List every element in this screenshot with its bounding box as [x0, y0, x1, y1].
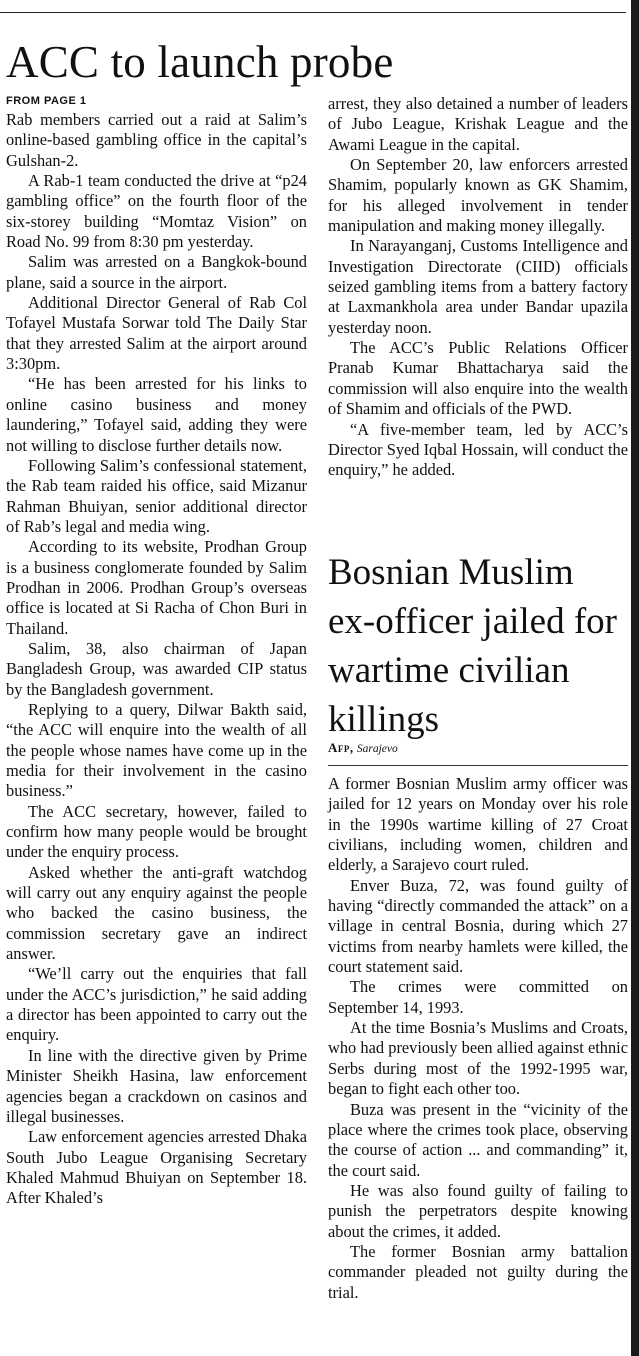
- paragraph: “He has been arrested for his links to online casino business and money laundering,” Tofayel said, adding they were not willing to disclose further details now.: [6, 374, 307, 455]
- paragraph: Law enforcement agencies arrested Dhaka South Jubo League Organising Secretary Khaled Mahmud Bhuiyan on September 18. After Khaled’s: [6, 1127, 307, 1208]
- paragraph: At the time Bosnia’s Muslims and Croats, who had previously been allied against ethnic Serbs during most of the 1992-1995 war, began to fight each other too.: [328, 1018, 628, 1099]
- paragraph: The crimes were committed on September 14, 1993.: [328, 977, 628, 1017]
- article2-body: [328, 774, 628, 1303]
- top-rule: [0, 12, 626, 13]
- paragraph: Replying to a query, Dilwar Bakth said, “the ACC will enquire into the wealth of all the people whose names have come up in the media for their involvement in the casino business.”: [6, 699, 307, 801]
- paragraph: Salim was arrested on a Bangkok-bound plane, said a source in the airport.: [6, 252, 307, 292]
- article1-column-2: [328, 94, 628, 481]
- article1-column-1: [6, 94, 307, 1209]
- paragraph-lead: A former Bosnian Muslim army officer was jailed for 12 years on Monday over his role in the 1990s wartime killing of 27 Croat civilians, including women, children and elderly, a Sarajevo court ruled.: [328, 774, 628, 875]
- paragraph: “We’ll carry out the enquiries that fall under the ACC’s jurisdiction,” he said adding a director has been appointed to carry out the enquiry.: [6, 964, 307, 1045]
- page-edge-shadow: [631, 0, 639, 1356]
- paragraph: Rab members carried out a raid at Salim’s online-based gambling office in the capital’s Gulshan-2.: [6, 110, 307, 170]
- paragraph: On September 20, law enforcers arrested Shamim, popularly known as GK Shamim, for his alleged involvement in tender manipulation and making money illegally.: [328, 155, 628, 236]
- headline-acc-probe: ACC to launch probe: [6, 37, 394, 87]
- paragraph: According to its website, Prodhan Group is a business conglomerate founded by Salim Prodhan in 2006. Prodhan Group’s overseas office is located at Si Racha of Chon Buri in Thailand.: [6, 537, 307, 638]
- paragraph: The ACC secretary, however, failed to confirm how many people would be brought under the enquiry process.: [6, 801, 307, 862]
- byline-place: Sarajevo: [356, 743, 398, 755]
- paragraph: Enver Buza, 72, was found guilty of having “directly commanded the attack” on a village in central Bosnia, during which 27 victims from nearby hamlets were killed, the court statement said.: [328, 875, 628, 977]
- paragraph: In Narayanganj, Customs Intelligence and Investigation Directorate (CIID) officials seized gambling items from a battery factory at Laxmankhola area under Bandar upazila yesterday noon.: [328, 236, 628, 337]
- paragraph: “A five-member team, led by ACC’s Director Syed Iqbal Hossain, will conduct the enquiry,” he added.: [328, 419, 628, 480]
- byline-agency: Afp,: [328, 740, 354, 755]
- paragraph-continuation: arrest, they also detained a number of leaders of Jubo League, Krishak League and the Awami League in the capital.: [328, 94, 628, 154]
- paragraph: He was also found guilty of failing to punish the perpetrators despite knowing about the crimes, it added.: [328, 1180, 628, 1241]
- paragraph: Salim, 38, also chairman of Japan Bangladesh Group, was awarded CIP status by the Bangladesh government.: [6, 638, 307, 699]
- paragraph: Additional Director General of Rab Col Tofayel Mustafa Sorwar told The Daily Star that they arrested Salim at the airport around 3:30pm.: [6, 293, 307, 374]
- paragraph: In line with the directive given by Prime Minister Sheikh Hasina, law enforcement agencies began a crackdown on casinos and illegal businesses.: [6, 1045, 307, 1126]
- from-page-label: FROM PAGE 1: [6, 95, 87, 107]
- paragraph: The former Bosnian army battalion commander pleaded not guilty during the trial.: [328, 1241, 628, 1302]
- paragraph: The ACC’s Public Relations Officer Pranab Kumar Bhattacharya said the commission will also enquire into the wealth of Shamim and officials of the PWD.: [328, 338, 628, 419]
- paragraph: A Rab-1 team conducted the drive at “p24 gambling office” on the fourth floor of the six-storey building “Momtaz Vision” on Road No. 99 from 8:30 pm yesterday.: [6, 171, 307, 252]
- paragraph: Asked whether the anti-graft watchdog will carry out any enquiry against the people who backed the casino business, the commission secretary gave an indirect answer.: [6, 862, 307, 964]
- headline-bosnian-officer: Bosnian Muslim ex-officer jailed for wartime civilian killings: [328, 552, 617, 740]
- paragraph: Buza was present in the “vicinity of the place where the crimes took place, observing the course of action ... and commanding” it, the court said.: [328, 1099, 628, 1180]
- byline: [328, 740, 398, 757]
- byline-rule: [328, 765, 628, 766]
- paragraph: Following Salim’s confessional statement, the Rab team raided his office, said Mizanur Rahman Bhuiyan, senior additional director of Rab’s legal and media wing.: [6, 455, 307, 536]
